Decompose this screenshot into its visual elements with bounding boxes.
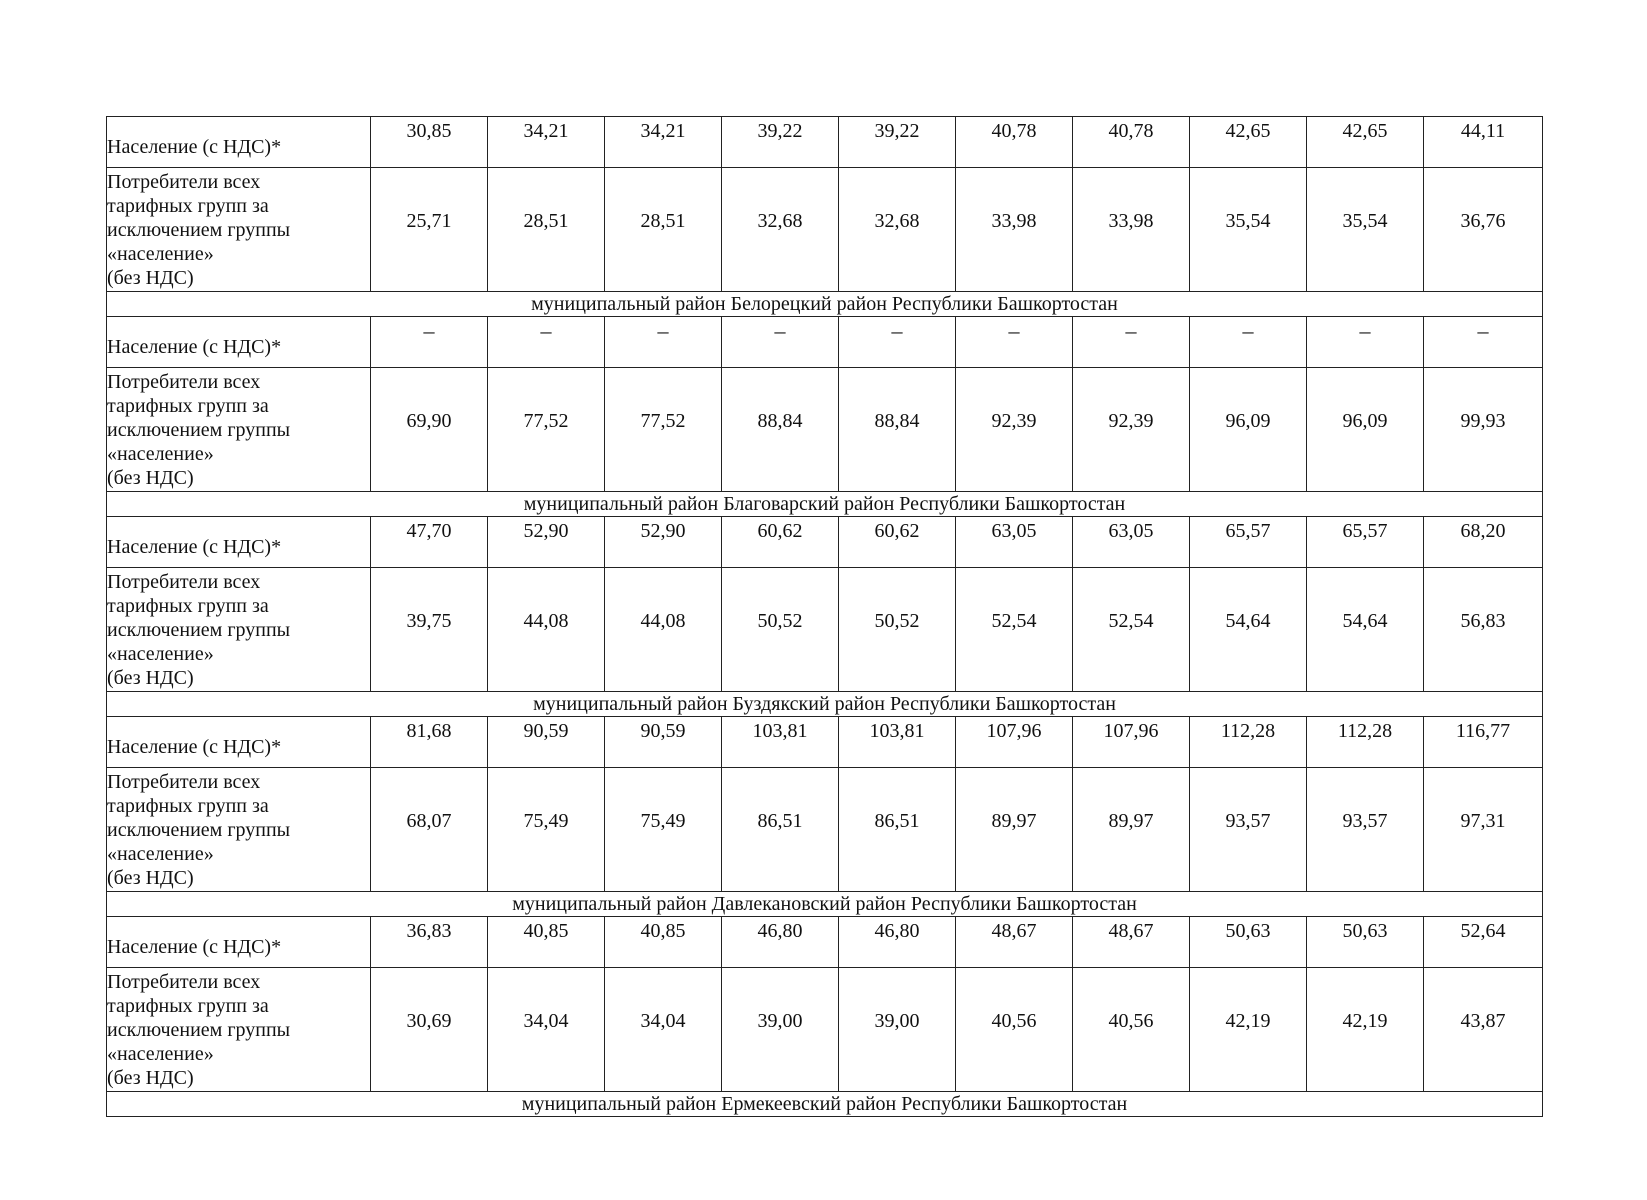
consumers-value: 68,07	[371, 768, 488, 892]
consumers-value: 93,57	[1190, 768, 1307, 892]
consumers-label-cell	[107, 768, 371, 892]
consumers-value: 50,52	[722, 568, 839, 692]
district-name: муниципальный район Белорецкий район Республики Башкортостан	[107, 292, 1543, 317]
population-value: 30,85	[371, 117, 488, 168]
consumers-value: 52,54	[1073, 568, 1190, 692]
tariff-body	[107, 117, 1543, 1117]
consumers-label: Потребители всех тарифных групп за исключением группы «население» (без НДС)	[107, 971, 291, 1089]
consumers-value: 28,51	[605, 168, 722, 292]
population-value: 90,59	[488, 717, 605, 768]
consumers-value: 40,56	[956, 968, 1073, 1092]
consumers-value: 92,39	[956, 368, 1073, 492]
population-value: 107,96	[1073, 717, 1190, 768]
population-value: –	[1073, 317, 1190, 368]
population-value: 48,67	[956, 917, 1073, 968]
consumers-label-cell	[107, 968, 371, 1092]
population-value: 60,62	[839, 517, 956, 568]
population-value: –	[1190, 317, 1307, 368]
consumers-value: 89,97	[1073, 768, 1190, 892]
consumers-value: 40,56	[1073, 968, 1190, 1092]
consumers-value: 54,64	[1190, 568, 1307, 692]
population-value: 39,22	[722, 117, 839, 168]
district-name: муниципальный район Благоварский район Республики Башкортостан	[107, 492, 1543, 517]
population-value: 52,64	[1424, 917, 1543, 968]
population-value: 39,22	[839, 117, 956, 168]
consumers-value: 88,84	[722, 368, 839, 492]
population-value: 44,11	[1424, 117, 1543, 168]
consumers-value: 50,52	[839, 568, 956, 692]
consumers-value: 75,49	[605, 768, 722, 892]
population-value: 34,21	[488, 117, 605, 168]
district-row	[107, 492, 1543, 517]
population-value: –	[956, 317, 1073, 368]
population-label: Население (с НДС)*	[107, 117, 371, 168]
consumers-row	[107, 568, 1543, 692]
population-value: –	[839, 317, 956, 368]
consumers-value: 69,90	[371, 368, 488, 492]
consumers-value: 96,09	[1190, 368, 1307, 492]
population-value: 81,68	[371, 717, 488, 768]
consumers-value: 25,71	[371, 168, 488, 292]
consumers-row	[107, 168, 1543, 292]
consumers-value: 99,93	[1424, 368, 1543, 492]
consumers-value: 30,69	[371, 968, 488, 1092]
consumers-value: 32,68	[839, 168, 956, 292]
district-name: муниципальный район Буздякский район Республики Башкортостан	[107, 692, 1543, 717]
population-value: 42,65	[1190, 117, 1307, 168]
consumers-value: 36,76	[1424, 168, 1543, 292]
consumers-label: Потребители всех тарифных групп за исключением группы «население» (без НДС)	[107, 771, 291, 889]
district-row	[107, 1092, 1543, 1117]
population-value: 40,78	[956, 117, 1073, 168]
consumers-label-cell	[107, 168, 371, 292]
consumers-value: 93,57	[1307, 768, 1424, 892]
population-label: Население (с НДС)*	[107, 517, 371, 568]
population-row	[107, 317, 1543, 368]
consumers-value: 33,98	[956, 168, 1073, 292]
consumers-value: 86,51	[722, 768, 839, 892]
consumers-value: 75,49	[488, 768, 605, 892]
population-label: Население (с НДС)*	[107, 717, 371, 768]
population-label: Население (с НДС)*	[107, 917, 371, 968]
population-value: 42,65	[1307, 117, 1424, 168]
district-row	[107, 292, 1543, 317]
population-row	[107, 917, 1543, 968]
consumers-row	[107, 368, 1543, 492]
consumers-value: 42,19	[1307, 968, 1424, 1092]
population-value: 50,63	[1190, 917, 1307, 968]
population-value: 47,70	[371, 517, 488, 568]
consumers-value: 52,54	[956, 568, 1073, 692]
consumers-value: 33,98	[1073, 168, 1190, 292]
population-value: –	[722, 317, 839, 368]
consumers-value: 54,64	[1307, 568, 1424, 692]
population-value: 52,90	[488, 517, 605, 568]
consumers-value: 89,97	[956, 768, 1073, 892]
consumers-value: 39,00	[722, 968, 839, 1092]
consumers-label-cell	[107, 568, 371, 692]
population-value: –	[1307, 317, 1424, 368]
population-value: 50,63	[1307, 917, 1424, 968]
consumers-label: Потребители всех тарифных групп за исключением группы «население» (без НДС)	[107, 171, 291, 289]
population-value: 52,90	[605, 517, 722, 568]
consumers-value: 34,04	[605, 968, 722, 1092]
consumers-value: 28,51	[488, 168, 605, 292]
population-row	[107, 717, 1543, 768]
population-value: 40,85	[488, 917, 605, 968]
consumers-row	[107, 968, 1543, 1092]
population-value: 63,05	[956, 517, 1073, 568]
population-row	[107, 517, 1543, 568]
consumers-value: 32,68	[722, 168, 839, 292]
consumers-value: 39,00	[839, 968, 956, 1092]
consumers-label-cell	[107, 368, 371, 492]
population-value: 48,67	[1073, 917, 1190, 968]
population-label: Население (с НДС)*	[107, 317, 371, 368]
population-value: –	[371, 317, 488, 368]
consumers-value: 56,83	[1424, 568, 1543, 692]
consumers-label: Потребители всех тарифных групп за исключением группы «население» (без НДС)	[107, 371, 291, 489]
population-value: 65,57	[1307, 517, 1424, 568]
consumers-value: 77,52	[488, 368, 605, 492]
population-value: 112,28	[1307, 717, 1424, 768]
population-value: 40,78	[1073, 117, 1190, 168]
consumers-value: 34,04	[488, 968, 605, 1092]
consumers-value: 35,54	[1190, 168, 1307, 292]
consumers-value: 88,84	[839, 368, 956, 492]
population-value: 68,20	[1424, 517, 1543, 568]
population-value: 40,85	[605, 917, 722, 968]
consumers-value: 97,31	[1424, 768, 1543, 892]
population-value: 116,77	[1424, 717, 1543, 768]
consumers-value: 86,51	[839, 768, 956, 892]
population-value: 34,21	[605, 117, 722, 168]
population-value: 65,57	[1190, 517, 1307, 568]
population-value: 60,62	[722, 517, 839, 568]
population-value: 103,81	[839, 717, 956, 768]
consumers-value: 39,75	[371, 568, 488, 692]
population-value: 90,59	[605, 717, 722, 768]
district-row	[107, 692, 1543, 717]
population-value: 107,96	[956, 717, 1073, 768]
district-name: муниципальный район Давлекановский район Республики Башкортостан	[107, 892, 1543, 917]
consumers-value: 96,09	[1307, 368, 1424, 492]
population-value: –	[1424, 317, 1543, 368]
consumers-value: 43,87	[1424, 968, 1543, 1092]
consumers-value: 35,54	[1307, 168, 1424, 292]
district-row	[107, 892, 1543, 917]
population-value: 103,81	[722, 717, 839, 768]
tariff-table	[106, 116, 1543, 1117]
population-value: 36,83	[371, 917, 488, 968]
population-row	[107, 117, 1543, 168]
consumers-value: 44,08	[488, 568, 605, 692]
consumers-row	[107, 768, 1543, 892]
consumers-value: 92,39	[1073, 368, 1190, 492]
district-name: муниципальный район Ермекеевский район Республики Башкортостан	[107, 1092, 1543, 1117]
consumers-value: 77,52	[605, 368, 722, 492]
population-value: 46,80	[839, 917, 956, 968]
population-value: 63,05	[1073, 517, 1190, 568]
population-value: 46,80	[722, 917, 839, 968]
consumers-value: 42,19	[1190, 968, 1307, 1092]
consumers-label: Потребители всех тарифных групп за исключением группы «население» (без НДС)	[107, 571, 291, 689]
consumers-value: 44,08	[605, 568, 722, 692]
population-value: –	[488, 317, 605, 368]
population-value: 112,28	[1190, 717, 1307, 768]
population-value: –	[605, 317, 722, 368]
